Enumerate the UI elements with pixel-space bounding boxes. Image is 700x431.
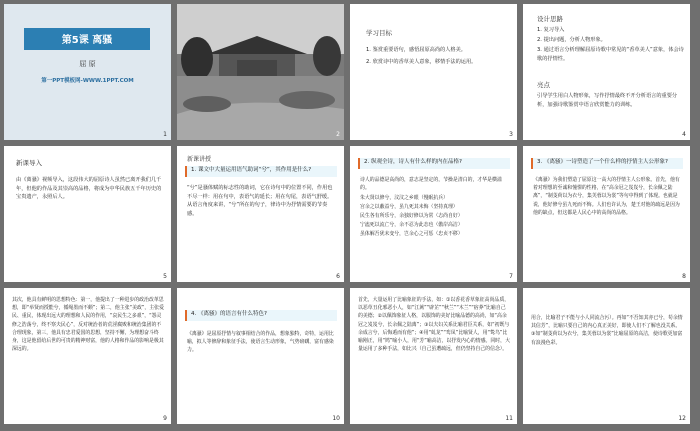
slide-number: 7 <box>509 273 513 280</box>
intro-text: 由《离骚》视频导入，这段伟大的屈原诗人虽然已离开我们几千年，但他的作品及其崇高的品格，将成为中华民族五千年历史的宝贵遗产，永照后人。 <box>16 177 162 201</box>
slide-number: 12 <box>678 415 686 422</box>
body-text: 首先，大量运用了比喻象征的手法，如：①以香花香草象征高尚品质，以恶草丑化邪恶小人，如“江蓠”“辟芷”“秋兰”“木兰”“宿莽”比喻自己的美德；②以佩饰象征人格，以服饰的美好比喻品德的高尚，如“高余冠之岌岌兮，长余佩之陆离”；③以夫妇关系比喻君臣关系，如“初既与余成言兮，后悔遁而有他”；④用“虬龙”“鸾凤”比喻贤人，用“鸷鸟”比喻刚正，用“鸠”喻小人，用“芳”喻高洁，以抒发内心的情感。同时，大量运用了多种手法，如比兴（自己虽遭疏远，但仍坚持自己的信念）。 <box>358 297 510 353</box>
step-3: 3. 通过语言分析理解屈原诗歌中常见的“香草美人”意象，体会诗歌的抒情性。 <box>537 47 684 62</box>
slide-thumbnail-7[interactable] <box>350 146 517 282</box>
slide-thumbnail-6[interactable] <box>177 146 344 282</box>
answer-line-2: 朱大贤以修兮，汶汶之乡眼（慢眠抗兵） <box>360 195 449 201</box>
answer-line-1: 诗人的品德是高尚的，意志是坚定的，节操是清白的，才华是横溢的。 <box>360 177 502 192</box>
slide-thumbnail-8[interactable] <box>523 146 690 282</box>
question-bar: 1. 课文中大量运用语气助词“兮”，其作用是什么? <box>185 166 337 177</box>
question-bar: 4. 《离骚》的语言有什么特色? <box>185 310 337 321</box>
slide-number: 10 <box>332 415 340 422</box>
slide-thumbnail-9[interactable] <box>4 288 171 424</box>
slide-thumbnail-2[interactable] <box>177 4 344 140</box>
answer-text: 《离骚》是屈原抒情与叙事相结合的作品，想象独特，奇特，运用比喻，拟人等修辞和象征手法，使语言生动形象，气势磅礴，富有感染力。 <box>187 331 334 354</box>
slide-number: 9 <box>163 415 167 422</box>
highlight-text: 引导学生用白人物形象，写作抒情最终不开分析语言的重要分析，加强诗歌鉴赏中语言欣赏能力的训练。 <box>537 93 678 108</box>
question-bar: 2. 纵观全诗，诗人有什么样的内在品格? <box>358 158 510 169</box>
slide-number: 3 <box>509 131 513 138</box>
slide-thumbnail-11[interactable] <box>350 288 517 424</box>
slide-thumbnail-10[interactable] <box>177 288 344 424</box>
slide-title: 第5课 离骚 <box>61 35 113 46</box>
slide-number: 5 <box>163 273 167 280</box>
slide-number: 6 <box>336 273 340 280</box>
slide-heading: 新课讲授 <box>187 156 212 163</box>
question-bar: 3. 《离骚》一诗塑造了一个什么样的抒情主人公形象? <box>531 158 683 169</box>
slide-thumbnail-12[interactable] <box>523 288 690 424</box>
author: 屈 原 <box>79 60 96 68</box>
slide-thumbnail-3[interactable] <box>350 4 517 140</box>
step-2: 2. 提出问题，分析人物形象。 <box>537 37 606 43</box>
slide-number: 1 <box>163 131 167 138</box>
slide-number: 4 <box>682 131 686 138</box>
step-1: 1. 复习导入 <box>537 27 565 33</box>
body-text: 用合，比喻君子不能与小人同流合污）。再如“不吾知其亦已兮，苟余情其信芳”，比喻只要自己的内心真正美好，即使人们不了解也没关系。③如“制芰荷以为衣兮，集芙蓉以为裳”比喻屈原的高洁，使诗歌更加富有浪漫色彩。 <box>531 315 683 346</box>
slide-thumbnail-1[interactable] <box>4 4 171 140</box>
slide-heading: 新课导入 <box>16 159 42 167</box>
slide-thumbnail-5[interactable] <box>4 146 171 282</box>
answer-line-6: 虽体解吾犹未变兮，岂余心之可惩（忠贞不移） <box>360 231 463 237</box>
slide-heading: 设计思路 <box>537 15 563 23</box>
slide-number: 8 <box>682 273 686 280</box>
objective-1: 1. 鉴赏重要语句，感悟屈原高尚的人格美。 <box>366 47 466 53</box>
answer-line-5: 宁溘死以流亡兮，余不忍为此态也（傲岸高洁） <box>360 222 463 228</box>
answer-line-3: 宫余之以蔽益兮，虽九死其未悔（坚持真理） <box>360 204 458 210</box>
answer-text: “兮”是骚体赋的标志性的助词，它在诗句中的位置不同，作用也不尽一样：用在句中，表语气的延长；用在句尾，表语气舒缓。从语言角度来讲，“兮”所在的句子，律诗中为抒情需要的节奏感。 <box>187 185 333 217</box>
answer-line-4: 民生各有所乐兮，余独好修以为常（志尚自好） <box>360 213 463 219</box>
slide-heading: 学习目标 <box>366 29 392 37</box>
highlight-heading: 亮点 <box>537 81 550 89</box>
slide-thumbnail-4[interactable] <box>523 4 690 140</box>
objective-2: 2. 欣赏诗中的香草美人意象，移情手法的运用。 <box>366 59 477 65</box>
temple-photo <box>177 4 344 140</box>
footer-text: 第一PPT模板网-WWW.1PPT.COM <box>41 78 134 84</box>
body-text: 其次，他具有鲜明的思想特色：第一，他提出了一种进步的政治改革思想，即“举贤而授能兮，循绳墨而不颇”；第二，他主张“美政”，主张爱民、重民，体现出远大的理想和人民的作用，“哀民生之多艰”，“怨灵修之浩荡兮，终不察夫民心”，反对统治者的荒淫腐败和统治集团的不合理现象，第三，他具有忠君爱国的思想，坚持不懈，为理想奋斗终身，这是他留给后世的可贵的精神财富，他的人格和作品的影响是极其深远的。 <box>12 297 164 353</box>
slide-number: 2 <box>336 131 340 138</box>
answer-text: 《离骚》为我们塑造了屈原这一高大的抒情主人公形象。首先，他有着对理想的至诚和憧憬的性格，在“高余冠之岌岌兮，长余佩之陆离”，“制芰荷以为衣兮，集芙蓉以为裳”等句中得到了体现。也就是说，他好修兮虽九死而不悔。人们也许认为，楚王对他的疏远是因为他的缺点，但这都是人民心中的高尚的品格。 <box>533 177 680 216</box>
slide-number: 11 <box>505 415 513 422</box>
